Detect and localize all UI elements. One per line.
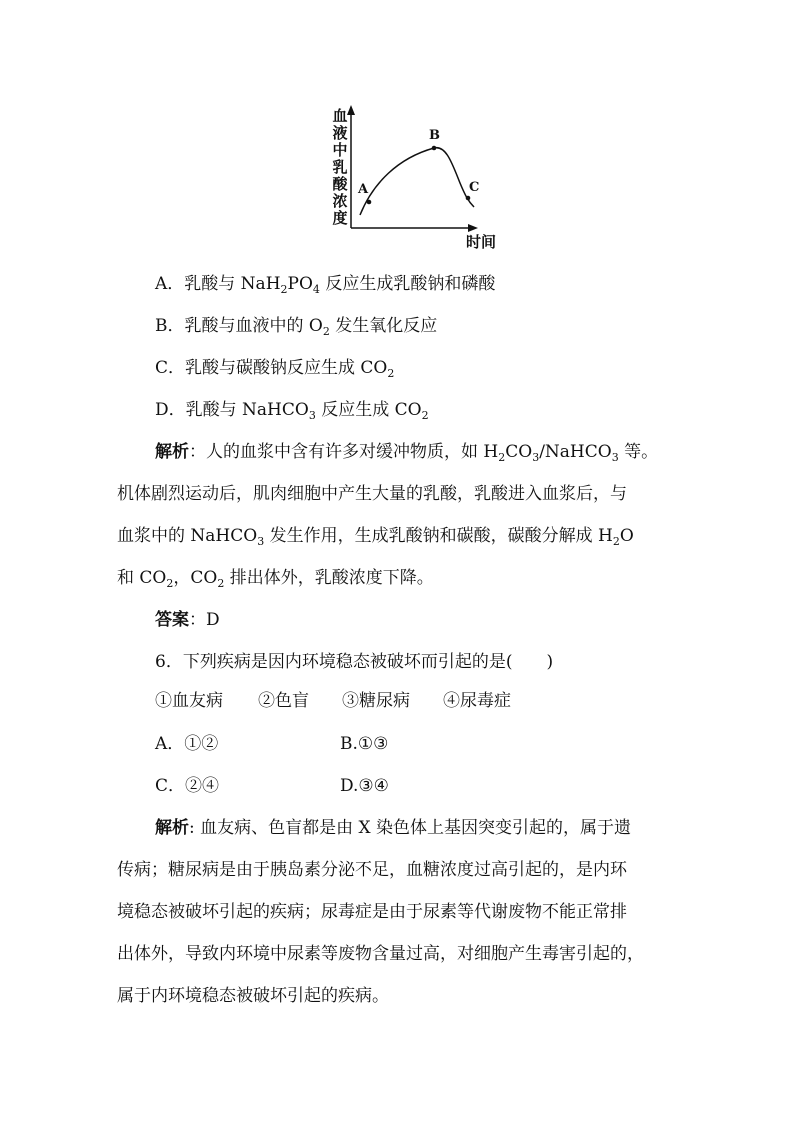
ylabel: 血液中乳酸浓度 [332, 107, 348, 227]
question-6-item-2: ②色盲 [258, 691, 309, 711]
point-b-dot [432, 146, 437, 151]
analysis-5-line-3: 血浆中的 NaHCO$_3$ 发生作用，生成乳酸钠和碳酸，碳酸分解成 $H_2O$ [117, 526, 634, 548]
question-6-option-a: A．①② [155, 734, 219, 754]
answer-5: 答案：D [155, 610, 220, 630]
question-6-item-3: ③糖尿病 [342, 691, 410, 711]
option-b: B．乳酸与血液中的 $O_2$ 发生氧化反应 [155, 316, 438, 338]
question-6-item-4: ④尿毒症 [443, 691, 511, 711]
option-a: A．乳酸与 $NaH_2PO_4$ 反应生成乳酸钠和磷酸 [155, 274, 496, 296]
option-d: D．乳酸与 NaHCO$_3$ 反应生成 $CO_2$ [155, 400, 429, 422]
y-axis-arrow [347, 105, 355, 115]
point-b-label: B [429, 128, 440, 143]
point-a-dot [367, 200, 372, 205]
curve [360, 148, 474, 215]
question-6-option-d: D.③④ [340, 776, 389, 796]
analysis-6-line-1: 解析: 血友病、色盲都是由 X 染色体上基因突变引起的，属于遗 [155, 818, 632, 838]
question-6-option-c: C．②④ [155, 776, 220, 796]
analysis-6-line-2: 传病；糖尿病是由于胰岛素分泌不足，血糖浓度过高引起的，是内环 [117, 860, 627, 880]
option-c: C．乳酸与碳酸钠反应生成 $CO_2$ [155, 358, 395, 380]
point-c-label: C [469, 180, 480, 195]
analysis-6-line-5: 属于内环境稳态被破坏引起的疾病。 [117, 986, 389, 1006]
analysis-5-line-2: 机体剧烈运动后，肌肉细胞中产生大量的乳酸，乳酸进入血浆后，与 [117, 484, 627, 504]
analysis-6-line-3: 境稳态被破坏引起的疾病；尿毒症是由于尿素等代谢废物不能正常排 [117, 902, 627, 922]
analysis-6-line-4: 出体外，导致内环境中尿素等废物含量过高，对细胞产生毒害引起的， [117, 944, 644, 964]
question-6-item-1: ①血友病 [155, 691, 223, 711]
analysis-5-line-1: 解析：人的血浆中含有许多对缓冲物质，如 $H_2CO_3/NaHCO_3$ 等。 [155, 442, 659, 464]
point-c-dot [466, 196, 471, 201]
point-a-label: A [358, 182, 369, 197]
question-6-stem: 6．下列疾病是因内环境稳态被破坏而引起的是( ) [155, 652, 554, 672]
analysis-5-line-4: 和 $CO_2$，$CO_2$ 排出体外，乳酸浓度下降。 [117, 568, 434, 590]
xlabel: 时间 [466, 233, 497, 251]
question-6-option-b: B.①③ [340, 734, 389, 754]
